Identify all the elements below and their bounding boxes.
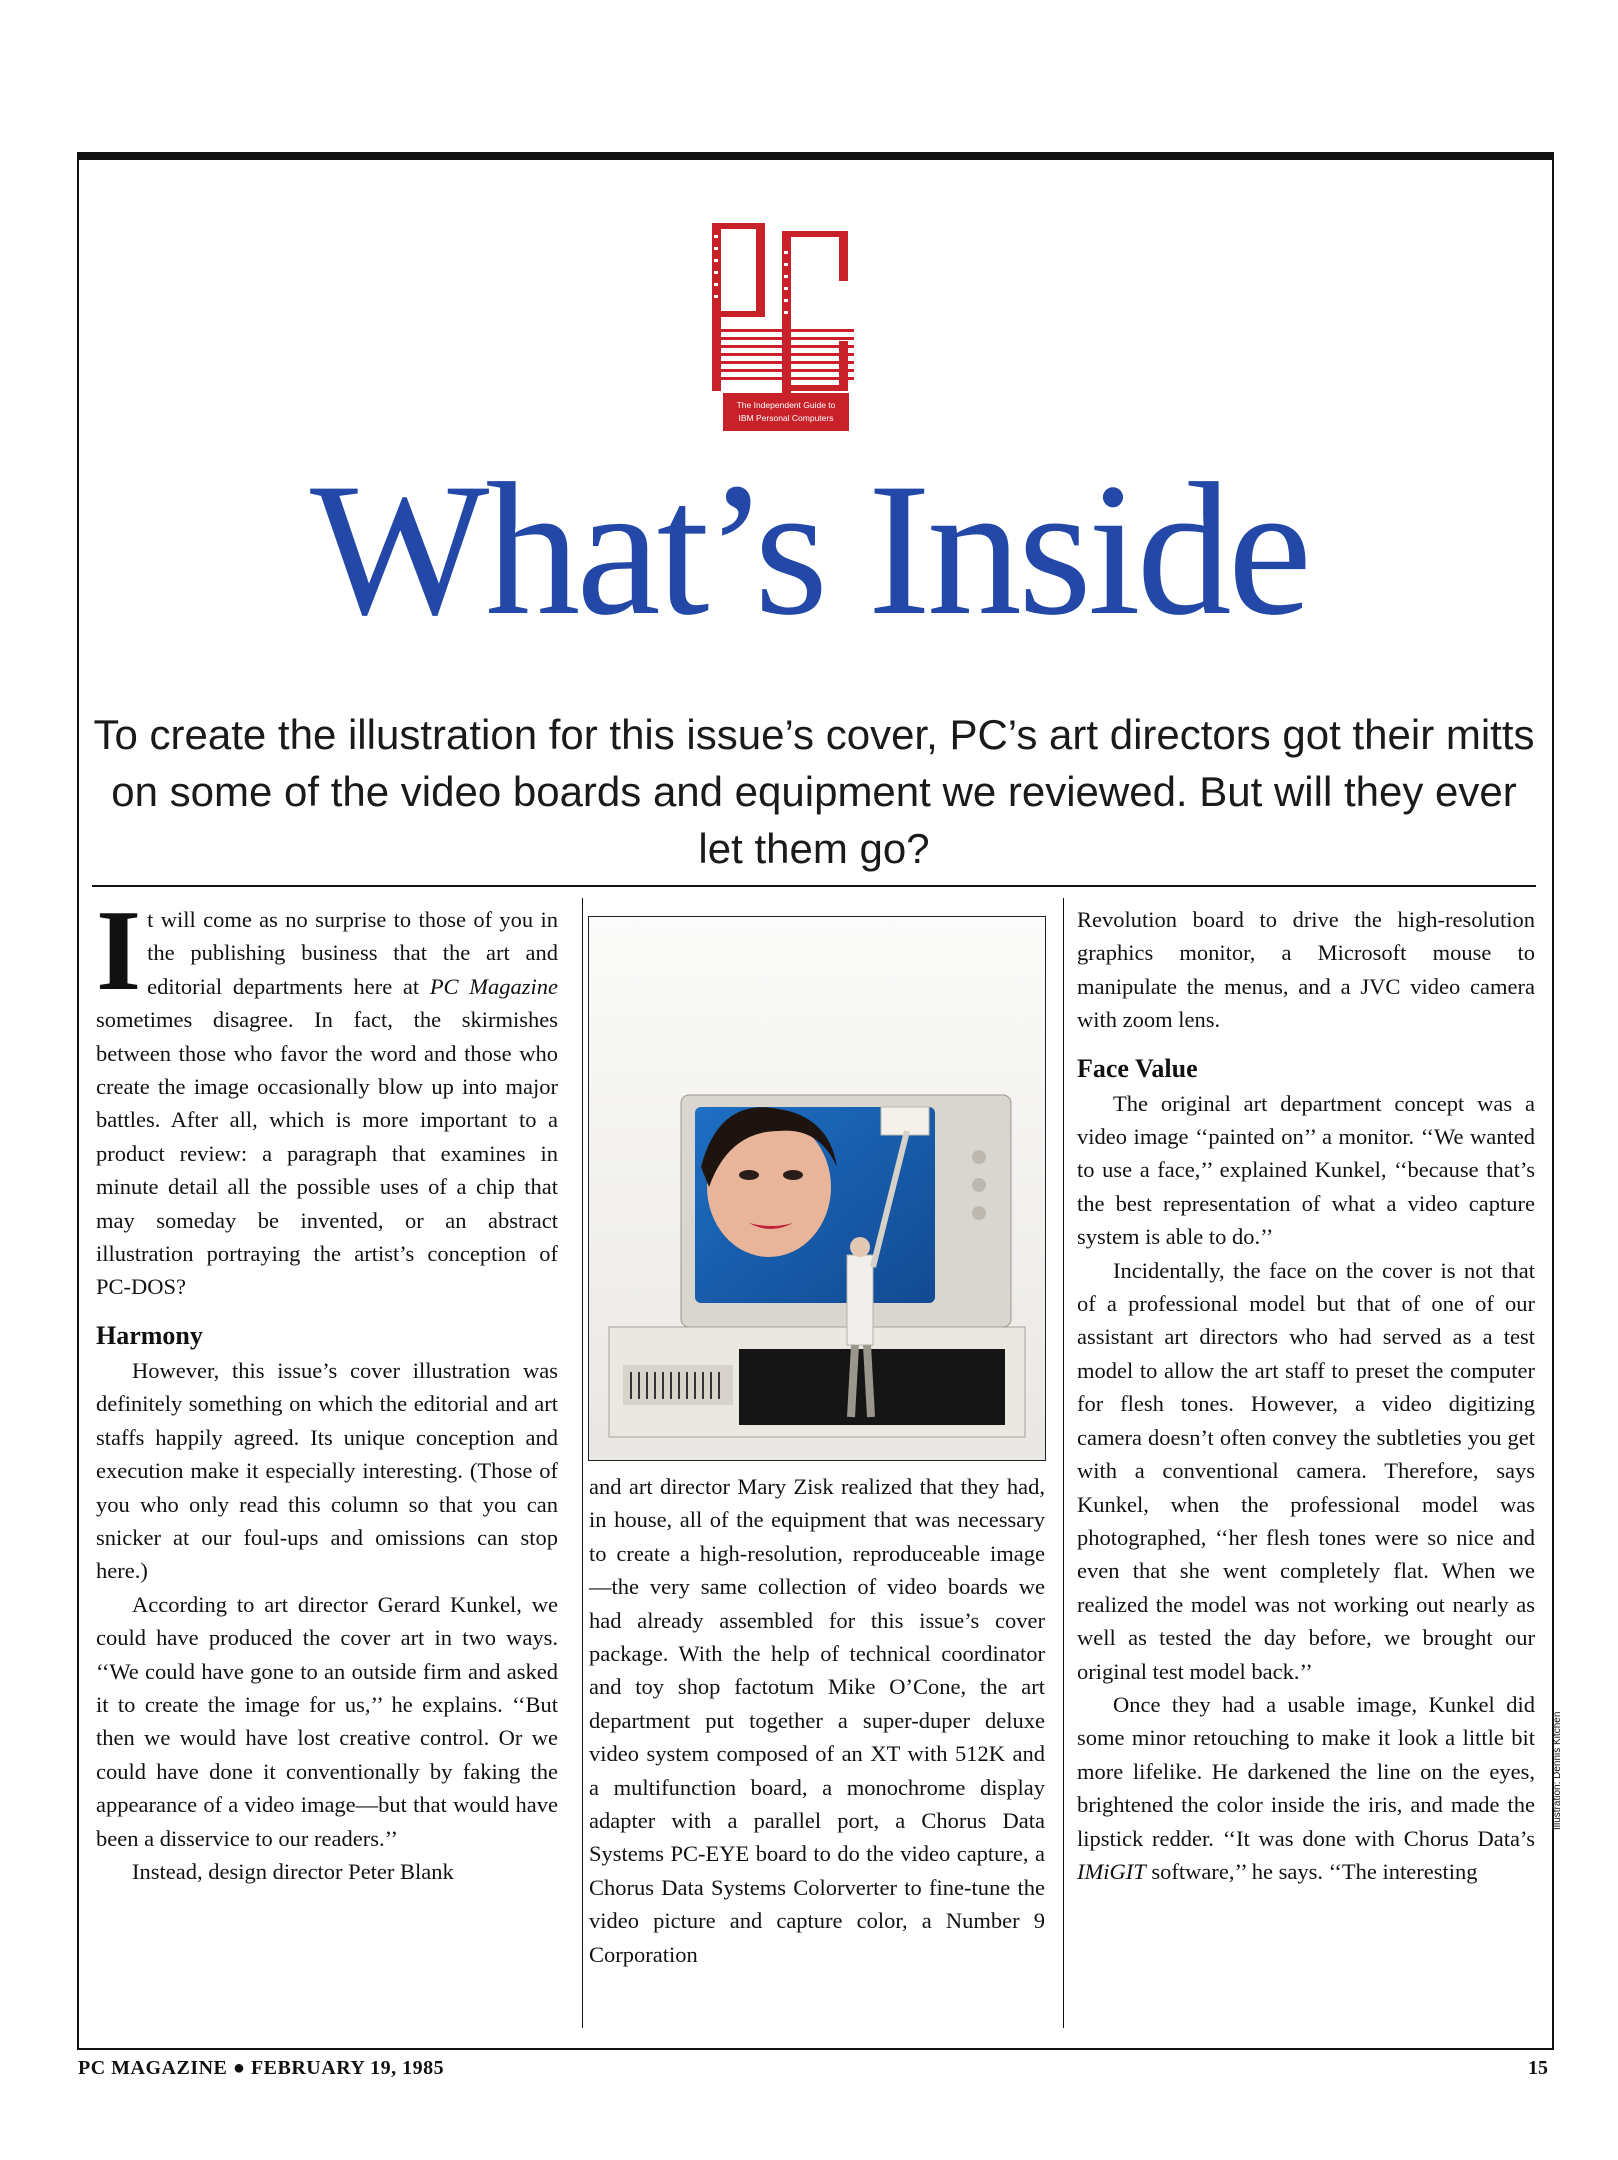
intro-paragraph <box>96 887 558 1304</box>
headline: What’s Inside <box>309 445 1308 655</box>
paragraph-text-a: Once they had a usable image, Kunkel did some minor retouching to make it look a little bit more lifelike. He darkened the line on the eyes, brightened the color inside the iris, and made the lipstick redder. ‘‘It was done with Chorus Data’s <box>1077 1691 1535 1851</box>
paragraph-text-b: software,’’ he says. ‘‘The interesting <box>1145 1858 1478 1884</box>
page-number: 15 <box>1528 2057 1548 2079</box>
column-1 <box>96 887 558 1888</box>
illustration-credit: Illustration: Dennis Kitchen <box>1552 1711 1563 1830</box>
paragraph: Instead, design director Peter Blank <box>132 1858 454 1884</box>
paragraph: However, this issue’s cover illustration was definitely something on which the editorial and art staffs happily agreed. Its unique conception and execution make it especially interesting. (Those of you who only read this column so that you can snicker at our foul-ups and omissions can stop here.) <box>96 1357 558 1584</box>
intro-text-a: t will come as no surprise to those of you in the publishing business that the art and editorial departments here at <box>147 907 558 999</box>
section-heading-harmony: Harmony <box>96 1320 203 1350</box>
column-divider-1 <box>582 898 583 2028</box>
paragraph: and art director Mary Zisk realized that they had, in house, all of the equipment that was necessary to create a high-resolution, reproduceable image—the very same collection of video boards we had already assembled for this issue’s cover package. With the help of technical coordinator and toy shop factotum Mike O’Cone, the art department put together a super-duper deluxe video system composed of an XT with 512K and a multifunction board, a monochrome display adapter with a parallel port, a Chorus Data Systems PC-EYE board to do the video capture, a Chorus Data Systems Colorverter to fine-tune the video picture and capture color, a Number 9 Corporation <box>589 1474 1045 1967</box>
logo-tagline-line-1: The Independent Guide to <box>736 400 836 410</box>
paragraph: Incidentally, the face on the cover is not that of a professional model but that of one of our assistant art directors who had served as a test model to allow the art staff to preset the computer for flesh tones. However, a video digitizing camera doesn’t often convey the subtleties you get with a conventional camera. Therefore, says Kunkel, when the professional model was photographed, ‘‘her flesh tones were so nice and even that she went completely flat. When we realized the model was not working out nearly as well as tested the day before, we brought our original test model back.’’ <box>1077 1257 1535 1684</box>
column-2 <box>589 1470 1045 1971</box>
intro-italic: PC Magazine <box>429 973 558 999</box>
paragraph: The original art department concept was a video image ‘‘painted on’’ a monitor. ‘‘We wanted to use a face,’’ explained Kunkel, ‘‘because that’s the best representation of what a video capture system is able to do.’’ <box>1077 1090 1535 1250</box>
column-3 <box>1077 903 1535 1888</box>
software-name-italic: IMiGIT <box>1077 1858 1146 1884</box>
drop-cap: I <box>96 887 142 1015</box>
cover-illustration <box>588 916 1046 1461</box>
column-divider-2 <box>1063 898 1064 2028</box>
logo-tagline-line-2: IBM Personal Computers <box>738 413 834 423</box>
footer-publication-date: PC MAGAZINE ● FEBRUARY 19, 1985 <box>78 2057 445 2079</box>
paragraph <box>1077 1688 1535 1888</box>
deck-rule <box>92 885 1536 887</box>
deck-subtitle: To create the illustration for this issue’s cover, PC’s art directors got their mitts on some of the video boards and equipment we reviewed. But will they ever let them go? <box>93 711 1535 872</box>
paragraph: Revolution board to drive the high-resolution graphics monitor, a Microsoft mouse to manipulate the menus, and a JVC video camera with zoom lens. <box>1077 907 1535 1033</box>
intro-text-b: sometimes disagree. In fact, the skirmishes between those who favor the word and those who create the image occasionally blow up into major battles. After all, which is more important to a product review: a paragraph that examines in minute detail all the possible uses of a chip that may someday be invented, or an abstract illustration portraying the artist’s conception of PC-DOS? <box>96 1007 558 1300</box>
logo-tagline <box>723 393 849 431</box>
section-heading-face-value: Face Value <box>1077 1053 1198 1083</box>
paragraph: According to art director Gerard Kunkel, we could have produced the cover art in two ways. ‘‘We could have gone to an outside firm and asked it to create the image for us,’’ he explains. ‘‘But then we would have lost creative control. Or we could have done it conventionally by faking the appearance of a video image—but that would have been a disservice to our readers.’’ <box>96 1591 558 1851</box>
